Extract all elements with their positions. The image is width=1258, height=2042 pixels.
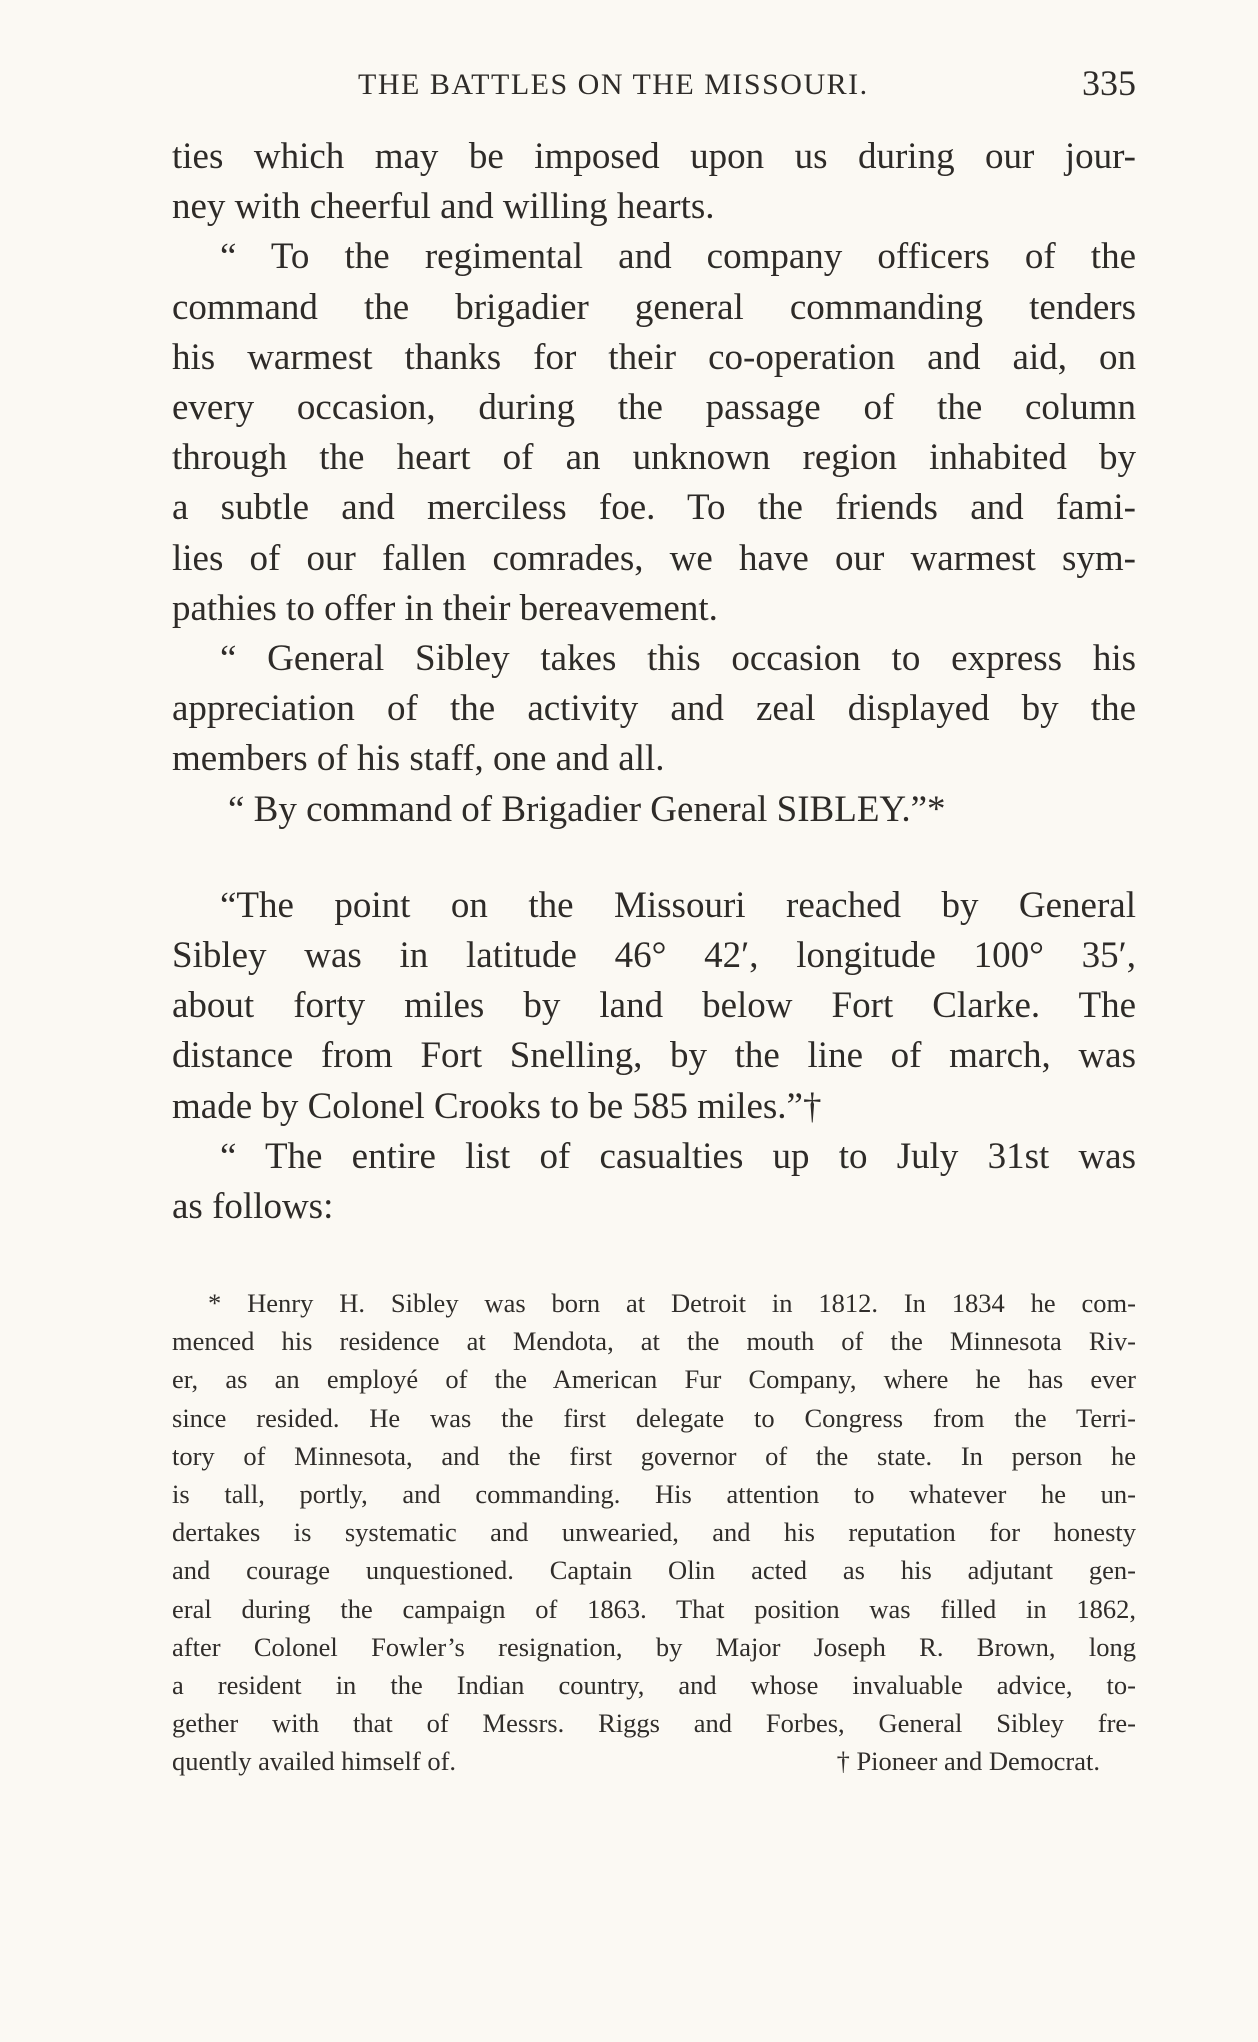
body-line: command the brigadier general commanding tenders [172,286,1136,328]
body-line: ties which may be imposed upon us during our jour- [172,136,1136,177]
body-line: “ To the regimental and company officers of the [220,236,1136,278]
footnote-line: er, as an employé of the American Fur Company, where he has ever [172,1364,1136,1395]
footnote-last-line [172,1742,1136,1780]
body-line: “The point on the Missouri reached by General [220,884,1136,926]
body-line: pathies to offer in their bereavement. [172,587,718,629]
body-line: lies of our fallen comrades, we have our warmest sym- [172,537,1136,579]
footnote-line: since resided. He was the first delegate to Congress from the Terri- [172,1402,1136,1433]
body-line: ney with cheerful and willing hearts. [172,186,715,228]
body-line: Sibley was in latitude 46° 42′, longitude 100° 35′, [172,935,1136,977]
footnote-line: and courage unquestioned. Captain Olin acted as his adjutant gen- [172,1555,1136,1586]
body-line: “ General Sibley takes this occasion to express his [220,638,1136,680]
footnote-line: is tall, portly, and commanding. His attention to whatever he un- [172,1479,1136,1510]
body-line: “ The entire list of casualties up to July 31st was [220,1135,1136,1177]
body-line: through the heart of an unknown region inhabited by [172,437,1136,479]
footnote-line: menced his residence at Mendota, at the mouth of the Minnesota Riv- [172,1326,1136,1357]
page-number: 335 [1082,63,1136,103]
body-line: members of his staff, one and all. [172,738,665,780]
body-text [172,132,1136,1232]
body-line: made by Colonel Crooks to be 585 miles.”† [172,1085,822,1127]
signature-line: “ By command of Brigadier General SIBLEY.”* [228,788,946,830]
body-line: his warmest thanks for their co-operation and aid, on [172,336,1136,378]
footnote-line: eral during the campaign of 1863. That position was filled in 1862, [172,1593,1136,1624]
footnote-line: after Colonel Fowler’s resignation, by Major Joseph R. Brown, long [172,1631,1136,1662]
footnote-line: * Henry H. Sibley was born at Detroit in 1812. In 1834 he com- [208,1288,1136,1318]
body-line: as follows: [172,1186,334,1228]
page-header [172,62,1136,110]
body-line: a subtle and merciless foe. To the friends and fami- [172,487,1136,529]
footnotes [172,1284,1136,1781]
footnote-line: quently availed himself of. [172,1746,457,1777]
second-footnote: † Pioneer and Democrat. [836,1746,1100,1777]
footnote-line: a resident in the Indian country, and whose invaluable advice, to- [172,1670,1136,1701]
body-line: about forty miles by land below Fort Clarke. The [172,985,1136,1027]
footnote-line: dertakes is systematic and unwearied, and his reputation for honesty [172,1517,1136,1548]
running-head: THE BATTLES ON THE MISSOURI. [358,68,869,101]
footnote-line: tory of Minnesota, and the first governor of the state. In person he [172,1440,1136,1471]
body-line: every occasion, during the passage of the column [172,387,1136,429]
paragraph-gap [172,835,1136,881]
body-line: appreciation of the activity and zeal displayed by the [172,688,1136,730]
footnote-line: gether with that of Messrs. Riggs and Forbes, General Sibley fre- [172,1708,1136,1739]
body-line: distance from Fort Snelling, by the line of march, was [172,1035,1136,1077]
